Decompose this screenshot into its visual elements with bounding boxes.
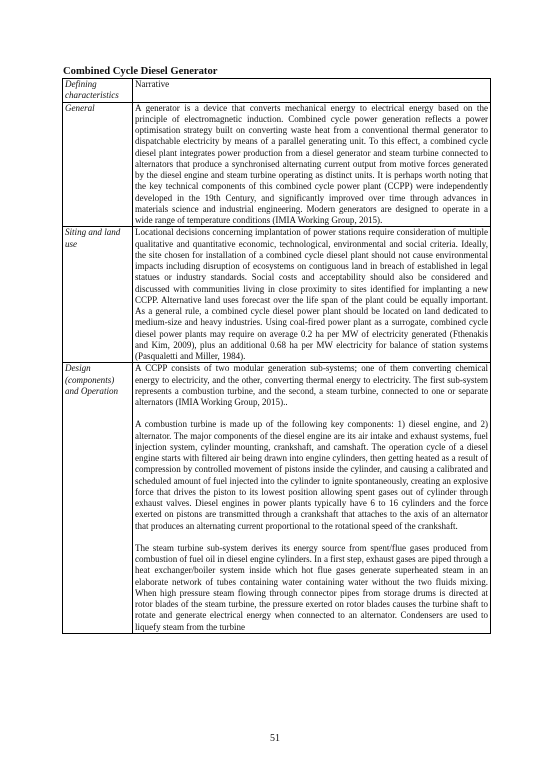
table-row-design (63, 363, 491, 634)
row-narrative-design (133, 363, 491, 634)
row-narrative-siting (133, 227, 491, 363)
page-number: 51 (270, 733, 280, 744)
narrative-paragraph: A combustion turbine is made up of the following key components: 1) diesel engine, and 2) alternator. The major components of the diesel engine are its air intake and exhaust systems, fuel injection system, cylinder mounting, crankshaft, and camshaft. The operation cycle of a diesel engine starts with filtered air being drawn into engine cylinders, then getting heated as a result of compression by controlled movement of pistons inside the cylinder, and causing a calibrated and scheduled amount of fuel injected into the cylinder to ignite spontaneously, creating an explosive force that drives the piston to its lowest position allowing spent gases out of cylinder through exhaust valves. Diesel engines in power plants typically have 6 to 16 cylinders and the force exerted on pistons are transmitted through a crankshaft that attaches to the axis of an alternator that produces an alternating current proportional to the rotational speed of the crankshaft. (135, 419, 488, 531)
table-header-row (63, 79, 491, 103)
characteristics-table (62, 78, 491, 634)
table-row-siting (63, 227, 491, 363)
narrative-paragraph: The steam turbine sub-system derives its energy source from spent/flue gases produced from combustion of fuel oil in diesel engine cylinders. In a first step, exhaust gases are piped through a heat exchanger/boiler system inside which hot flue gases generate superheated steam in an elaborate network of tubes containing water containing water without the two fluids mixing. When high pressure steam flowing through connector pipes from storage drums is directed at rotor blades of the steam turbine, the pressure exerted on rotor blades causes the turbine shaft to rotate and generate electrical energy when connected to an alternator. Condensers are used to liquefy steam from the turbine (135, 542, 488, 632)
narrative-paragraph: A generator is a device that converts mechanical energy to electrical energy based on the principle of electromagnetic induction. Combined cycle power generation reflects a power optimisation strategy built on converting waste heat from a conventional thermal generator to dispatchable electricity by means of a parallel generating unit. To this effect, a combined cycle diesel plant integrates power production from a diesel generator and steam turbine connected to alternators that produce a synchronised alternating current output from motive forces generated by the diesel engine and steam turbine operating as distinct units. It is perhaps worth noting that the key technical components of this combined cycle power plant (CCPP) were independently developed in the 19th Century, and significantly improved over time through advances in materials science and industrial engineering. Modern generators are designed to operate in a wide range of temperature conditions (IMIA Working Group, 2015). (135, 102, 488, 225)
row-label-general: General (63, 102, 133, 227)
row-narrative-general (133, 102, 491, 227)
table-row-general (63, 102, 491, 227)
narrative-paragraph: Locational decisions concerning implantation of power stations require consideration of multiple qualitative and quantitative economic, technological, environmental and social criteria. Ideally, the site chosen for installation of a combined cycle diesel plant should not cause environmental impacts including disruption of ecosystems on contiguous land in breach of established in legal statues or industry standards. Social costs and acceptability should also be considered and discussed with communities living in close proximity to sites identified for implanting a new CCPP. Alternative land uses forecast over the life span of the plant could be equally important. As a general rule, a combined cycle diesel power plant should be located on land dedicated to medium-size and heavy industries. Using coal-fired power plant as a surrogate, combined cycle diesel power plants may require on average 0.2 ha per MW of electricity generated (Fthenakis and Kim, 2009), plus an additional 0.68 ha per MW electricity for balance of station systems (Pasqualetti and Miller, 1984). (135, 227, 488, 361)
document-title: Combined Cycle Diesel Generator (63, 66, 218, 77)
header-defining-characteristics: Defining characteristics (63, 79, 133, 103)
row-label-design: Design (components) and Operation (63, 363, 133, 634)
row-label-siting: Siting and land use (63, 227, 133, 363)
header-narrative: Narrative (133, 79, 491, 103)
narrative-paragraph: A CCPP consists of two modular generation sub-systems; one of them converting chemical energy to electricity, and the other, converting thermal energy to electricity. The first sub-system represents a combustion turbine, and the second, a steam turbine, connected to one or separate alternators (IMIA Working Group, 2015).. (135, 363, 488, 407)
